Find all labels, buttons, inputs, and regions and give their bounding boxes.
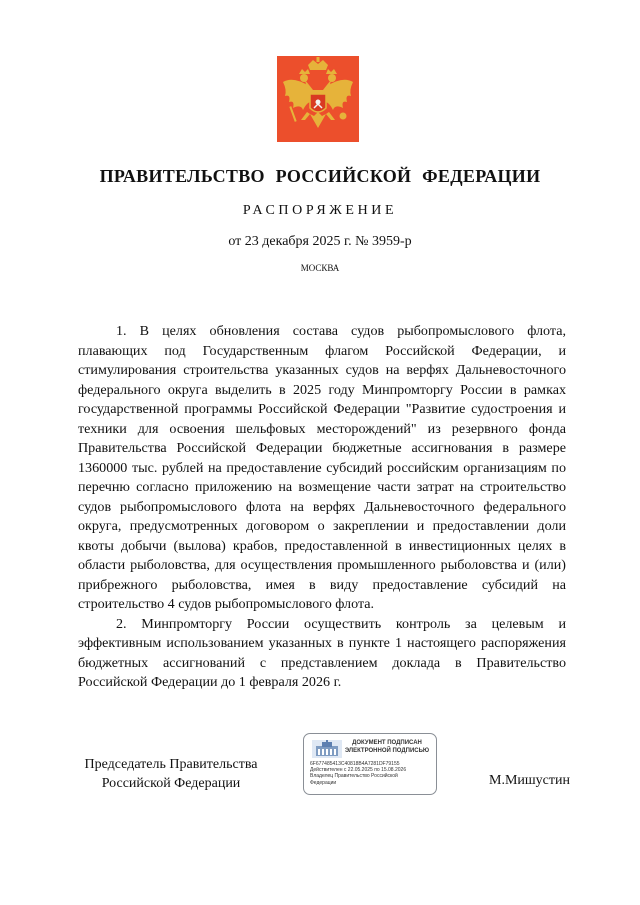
document-city: МОСКВА	[300, 263, 340, 273]
russian-coat-of-arms-icon	[277, 56, 359, 142]
stamp-owner-line-2: Федерации	[310, 779, 337, 786]
signatory-name: М.Мишустин	[489, 773, 570, 788]
electronic-signature-stamp	[303, 733, 437, 795]
paragraph-2: 2. Минпромторгу России осуществить контроль за целевым и эффективным использованием указанных в пункте 1 настоящего распоряжения бюджетных ассигнований с представлением доклада в Правительство Российской Федерации до 1 февраля 2026 г.	[78, 615, 566, 690]
stamp-header-line-1: ДОКУМЕНТ ПОДПИСАН	[352, 740, 422, 746]
signatory-title	[66, 755, 276, 793]
government-building-icon	[312, 740, 342, 758]
document-type: РАСПОРЯЖЕНИЕ	[242, 203, 398, 218]
signatory-title-line-1: Председатель Правительства	[84, 757, 258, 772]
stamp-certificate: 6F677485413C40818B4A7281DF79155	[310, 761, 400, 767]
stamp-validity: Действителен с 22.05.2025 по 15.08.2026	[310, 767, 407, 774]
signatory-title-line-2: Российской Федерации	[101, 776, 241, 791]
document-body	[78, 322, 566, 693]
stamp-header	[340, 740, 434, 755]
document-date-number: от 23 декабря 2025 г. № 3959-р	[228, 234, 412, 249]
stamp-header-line-2: ЭЛЕКТРОННОЙ ПОДПИСЬЮ	[344, 747, 430, 754]
stamp-details	[310, 761, 436, 786]
stamp-owner-line-1: Владелец Правительство Российской	[310, 773, 398, 780]
government-title: ПРАВИТЕЛЬСТВО РОССИЙСКОЙ ФЕДЕРАЦИИ	[99, 166, 541, 186]
paragraph-1: 1. В целях обновления состава судов рыбопромыслового флота, плавающих под Государственным флагом Российской Федерации, и стимулирования строительства указанных судов на верфях Дальневосточного федерального округа выделить в 2025 году Минпромторгу России в рамках государственной программы Российской Федерации "Развитие судостроения и техники для освоения шельфовых месторождений" из резервного фонда Правительства Российской Федерации бюджетные ассигнования в размере 1360000 тыс. рублей на предоставление субсидий российским организациям по перечню согласно приложению на возмещение части затрат на строительство судов рыбопромыслового флота на верфях Дальневосточного федерального округа, предусмотренных договором о закреплении и предоставлении доли квоты добычи (вылова) крабов, предоставленной в инвестиционных целях в области рыболовства, для осуществления промышленного рыболовства и (или) прибрежного рыболовства, имея в виду предоставление субсидий на строительство 4 судов рыбопромыслового флота.	[78, 323, 566, 612]
